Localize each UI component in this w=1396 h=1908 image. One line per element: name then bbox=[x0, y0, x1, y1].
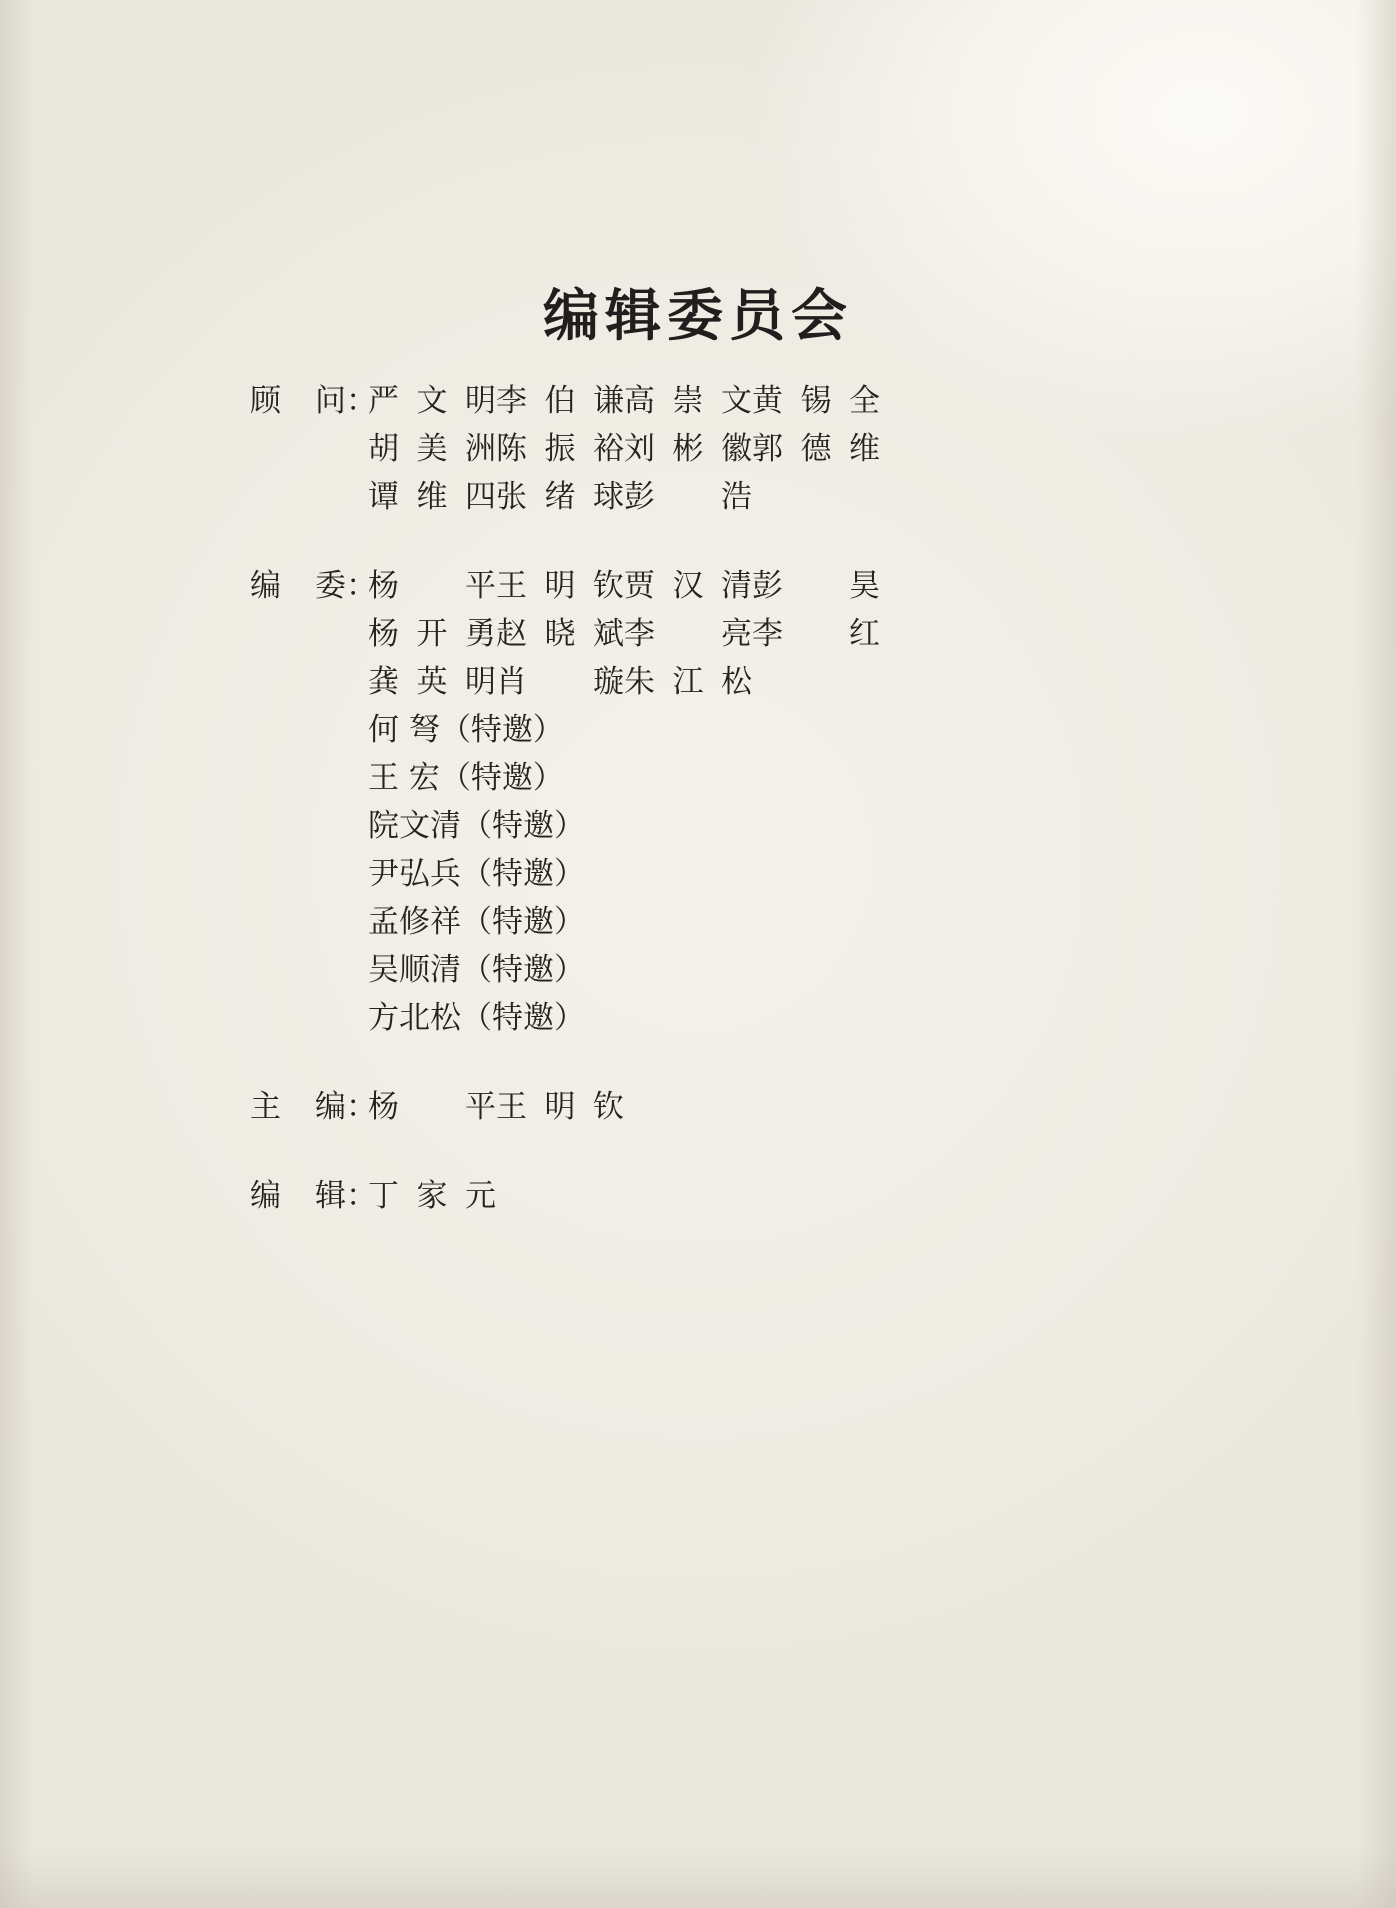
page-title: 编辑委员会 bbox=[543, 283, 853, 349]
person-name-invited: 孟修祥（特邀） bbox=[368, 904, 585, 940]
person-name: 贾汉清 bbox=[624, 568, 752, 604]
section-editorial-board bbox=[250, 560, 1150, 1037]
name-group bbox=[368, 608, 880, 653]
person-name: 李伯谦 bbox=[496, 383, 624, 419]
name-group bbox=[368, 944, 585, 989]
name-group bbox=[368, 656, 752, 701]
section-label-chief-editor: 主 编： bbox=[250, 1089, 377, 1125]
person-name: 陈振裕 bbox=[496, 431, 624, 467]
person-name: 赵晓斌 bbox=[496, 616, 624, 652]
person-name: 丁家元 bbox=[368, 1178, 496, 1214]
row-board-6 bbox=[250, 800, 1150, 845]
name-group bbox=[368, 896, 585, 941]
name-group bbox=[368, 1170, 496, 1215]
row-advisors-2 bbox=[250, 423, 1150, 468]
row-board-4 bbox=[250, 704, 1150, 749]
row-advisors-1 bbox=[250, 375, 1150, 420]
name-group bbox=[368, 560, 880, 605]
row-board-10 bbox=[250, 992, 1150, 1037]
name-group bbox=[368, 704, 578, 749]
person-name-invited: 尹弘兵（特邀） bbox=[368, 856, 585, 892]
person-name: 刘彬徽 bbox=[624, 431, 752, 467]
section-label-editorial-board: 编 委： bbox=[250, 568, 377, 604]
person-name: 朱江松 bbox=[624, 664, 752, 700]
person-name-invited: 方北松（特邀） bbox=[368, 1000, 585, 1036]
section-editor bbox=[250, 1170, 1150, 1215]
person-name: 严文明 bbox=[368, 383, 496, 419]
section-chief-editor bbox=[250, 1081, 1150, 1126]
section-label-advisors: 顾 问： bbox=[250, 383, 377, 419]
person-name: 李 亮 bbox=[624, 616, 752, 652]
section-advisors bbox=[250, 375, 1150, 516]
person-name: 肖 璇 bbox=[496, 664, 624, 700]
person-name: 郭德维 bbox=[752, 431, 880, 467]
row-advisors-3 bbox=[250, 471, 1150, 516]
row-board-8 bbox=[250, 896, 1150, 941]
person-name: 胡美洲 bbox=[368, 431, 496, 467]
person-name-invited: 院文清（特邀） bbox=[368, 808, 585, 844]
person-name: 杨开勇 bbox=[368, 616, 496, 652]
row-board-5 bbox=[250, 752, 1150, 797]
row-board-2 bbox=[250, 608, 1150, 653]
person-name: 李 红 bbox=[752, 616, 880, 652]
person-name: 张绪球 bbox=[496, 479, 624, 515]
committee-sections bbox=[250, 375, 1150, 1218]
person-name: 彭 浩 bbox=[624, 479, 752, 515]
row-board-7 bbox=[250, 848, 1150, 893]
name-group bbox=[368, 1081, 624, 1126]
name-group bbox=[368, 752, 578, 797]
name-group bbox=[368, 423, 880, 468]
person-name-invited: 王 宏（特邀） bbox=[368, 760, 564, 796]
row-chief-editor bbox=[250, 1081, 1150, 1126]
row-board-9 bbox=[250, 944, 1150, 989]
name-group bbox=[368, 375, 880, 420]
person-name-invited: 吴顺清（特邀） bbox=[368, 952, 585, 988]
name-group bbox=[368, 800, 585, 845]
name-group bbox=[368, 471, 752, 516]
person-name: 谭维四 bbox=[368, 479, 496, 515]
person-name: 彭 昊 bbox=[752, 568, 880, 604]
person-name: 王明钦 bbox=[496, 568, 624, 604]
person-name: 黄锡全 bbox=[752, 383, 880, 419]
section-label-editor: 编 辑： bbox=[250, 1178, 377, 1214]
name-group bbox=[368, 992, 585, 1037]
row-board-1 bbox=[250, 560, 1150, 605]
person-name: 杨 平 bbox=[368, 568, 496, 604]
row-board-3 bbox=[250, 656, 1150, 701]
person-name: 王明钦 bbox=[496, 1089, 624, 1125]
person-name: 龚英明 bbox=[368, 664, 496, 700]
person-name: 杨 平 bbox=[368, 1089, 496, 1125]
row-editor bbox=[250, 1170, 1150, 1215]
person-name: 高崇文 bbox=[624, 383, 752, 419]
name-group bbox=[368, 848, 585, 893]
person-name-invited: 何 弩（特邀） bbox=[368, 712, 564, 748]
